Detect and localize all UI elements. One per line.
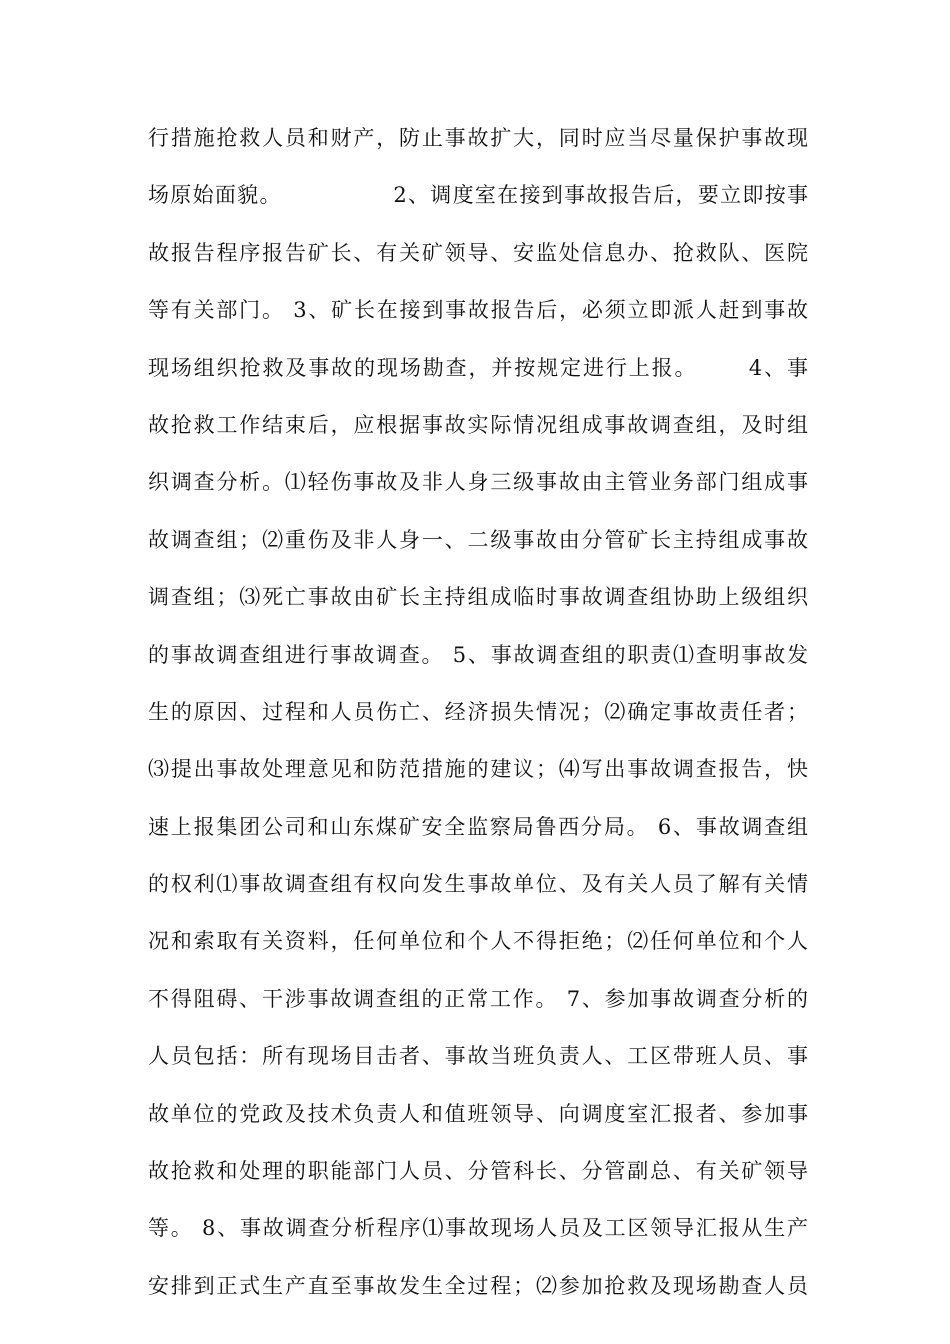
- text-line: 等。 8、事故调查分析程序⑴事故现场人员及工区领导汇报从生产: [148, 1216, 808, 1241]
- text-line: ⑶提出事故处理意见和防范措施的建议；⑷写出事故调查报告，快: [148, 757, 808, 782]
- text-line: 的事故调查组进行事故调查。 5、事故调查组的职责⑴查明事故发: [148, 642, 808, 667]
- text-line: 故抢救工作结束后，应根据事故实际情况组成事故调查组，及时组: [148, 412, 808, 437]
- text-line: 故报告程序报告矿长、有关矿领导、安监处信息办、抢救队、医院: [148, 240, 808, 265]
- text-line: 安排到正式生产直至事故发生全过程；⑵参加抢救及现场勘查人员: [148, 1273, 808, 1298]
- text-line: 行措施抢救人员和财产，防止事故扩大，同时应当尽量保护事故现: [148, 126, 808, 150]
- text-line: 故抢救和处理的职能部门人员、分管科长、分管副总、有关矿领导: [148, 1159, 808, 1184]
- text-line: 等有关部门。 3、矿长在接到事故报告后，必须立即派人赶到事故: [148, 298, 808, 323]
- text-line: 况和索取有关资料，任何单位和个人不得拒绝；⑵任何单位和个人: [148, 929, 808, 954]
- text-line: 故单位的党政及技术负责人和值班领导、向调度室汇报者、参加事: [148, 1101, 808, 1126]
- text-line: 场原始面貌。 2、调度室在接到事故报告后，要立即按事: [148, 183, 808, 208]
- text-line: 人员包括：所有现场目击者、事故当班负责人、工区带班人员、事: [148, 1044, 808, 1069]
- text-line: 现场组织抢救及事故的现场勘查，并按规定进行上报。 4、事: [148, 355, 808, 380]
- text-line: 织调查分析。⑴轻伤事故及非人身三级事故由主管业务部门组成事: [148, 470, 808, 495]
- text-line: 调查组；⑶死亡事故由矿长主持组成临时事故调查组协助上级组织: [148, 585, 808, 610]
- text-line: 的权利⑴事故调查组有权向发生事故单位、及有关人员了解有关情: [148, 872, 808, 897]
- text-line: 速上报集团公司和山东煤矿安全监察局鲁西分局。 6、事故调查组: [148, 814, 808, 839]
- text-line: 故调查组；⑵重伤及非人身一、二级事故由分管矿长主持组成事故: [148, 527, 808, 552]
- document-body-text: [148, 116, 808, 1321]
- text-line: 不得阻碍、干涉事故调查组的正常工作。 7、参加事故调查分析的: [148, 986, 808, 1011]
- text-line: 生的原因、过程和人员伤亡、经济损失情况；⑵确定事故责任者；: [148, 699, 808, 724]
